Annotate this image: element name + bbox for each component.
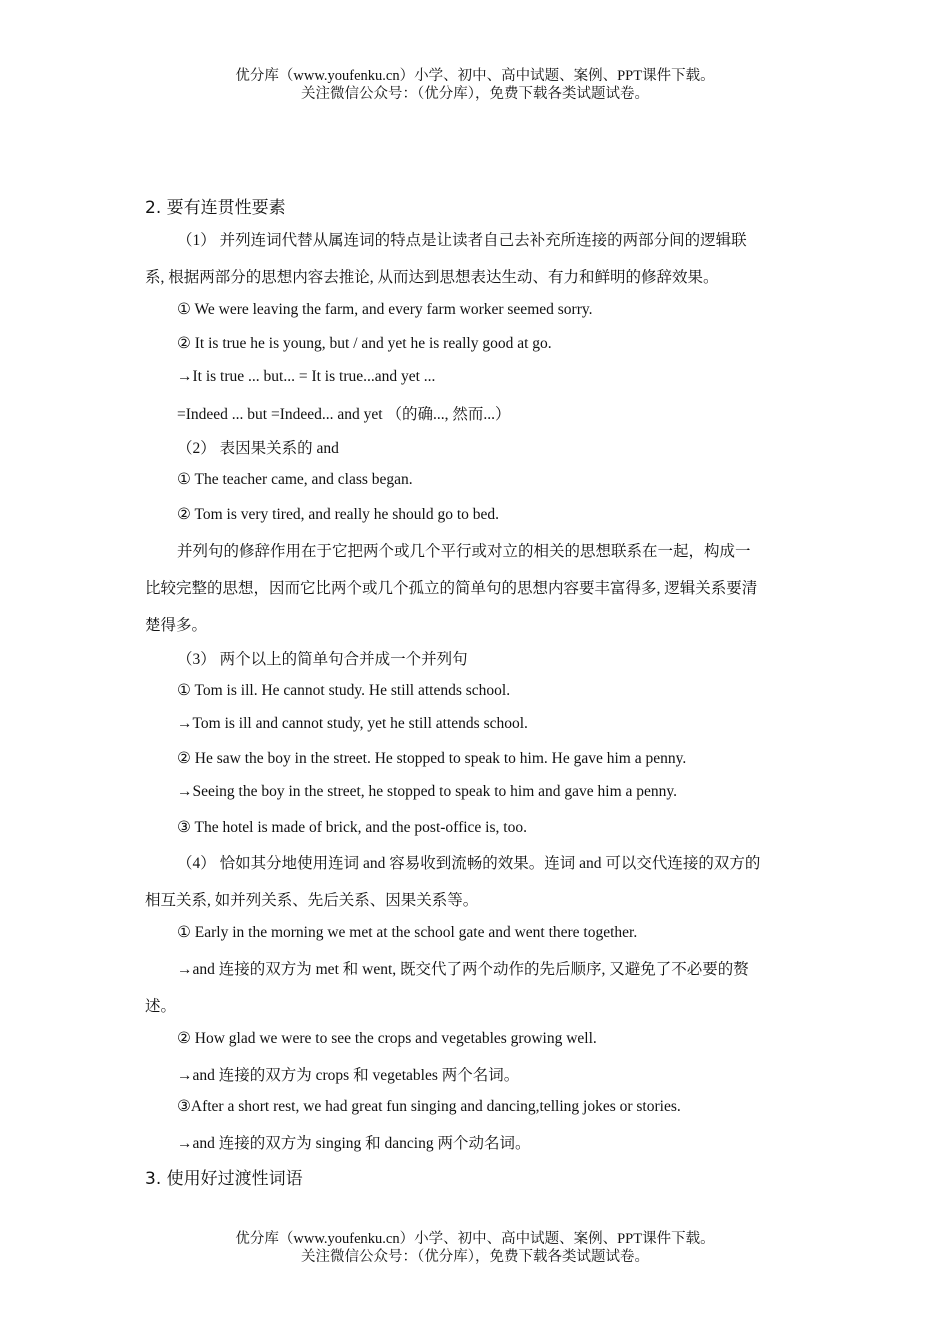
paragraph-3-line-1: 并列句的修辞作用在于它把两个或几个平行或对立的相关的思想联系在一起，构成一 <box>177 543 751 560</box>
example-line: ① Tom is ill. He cannot study. He still attends school. <box>177 682 511 699</box>
page-header <box>0 67 950 103</box>
example-line: →Seeing the boy in the street, he stopped to speak to him and gave him a penny. <box>177 783 678 800</box>
example-line: 述。 <box>145 998 177 1015</box>
example-line: →Tom is ill and cannot study, yet he still attends school. <box>177 715 528 732</box>
example-line: ③After a short rest, we had great fun singing and dancing,telling jokes or stories. <box>177 1098 681 1115</box>
example-line: ① We were leaving the farm, and every farm worker seemed sorry. <box>177 301 593 318</box>
example-line: ② How glad we were to see the crops and vegetables growing well. <box>177 1030 597 1047</box>
subheading-2: （2） 表因果关系的 and <box>177 440 339 457</box>
page-footer <box>0 1230 950 1266</box>
example-line: →and 连接的双方为 crops 和 vegetables 两个名词。 <box>177 1067 520 1084</box>
section-2-heading: 2. 要有连贯性要素 <box>145 198 286 218</box>
paragraph-3-line-2: 比较完整的思想，因而它比两个或几个孤立的简单句的思想内容要丰富得多, 逻辑关系要清 <box>145 580 758 597</box>
footer-line-1: 优分库（www.youfenku.cn）小学、初中、高中试题、案例、PPT课件下载。 <box>235 1231 715 1247</box>
example-line: ① The teacher came, and class began. <box>177 471 413 488</box>
paragraph-1-line-1: （1） 并列连词代替从属连词的特点是让读者自己去补充所连接的两部分间的逻辑联 <box>177 232 747 249</box>
header-line-2: 关注微信公众号：（优分库），免费下载各类试题试卷。 <box>301 86 649 102</box>
paragraph-3-line-3: 楚得多。 <box>145 617 208 634</box>
section-3-heading: 3. 使用好过渡性词语 <box>145 1169 303 1189</box>
example-line: ① Early in the morning we met at the school gate and went there together. <box>177 924 638 941</box>
example-line: →It is true ... but... = It is true...and yet ... <box>177 368 436 385</box>
example-line: ② Tom is very tired, and really he should go to bed. <box>177 506 500 523</box>
paragraph-5-line-2: 相互关系, 如并列关系、先后关系、因果关系等。 <box>145 892 479 909</box>
example-line: ② It is true he is young, but / and yet he is really good at go. <box>177 335 552 352</box>
example-line: →and 连接的双方为 met 和 went, 既交代了两个动作的先后顺序, 又避免了不必要的赘 <box>177 961 749 978</box>
header-line-1: 优分库（www.youfenku.cn）小学、初中、高中试题、案例、PPT课件下载。 <box>235 68 715 84</box>
example-line: →and 连接的双方为 singing 和 dancing 两个动名词。 <box>177 1135 531 1152</box>
subheading-3: （3） 两个以上的简单句合并成一个并列句 <box>177 651 468 668</box>
paragraph-5-line-1: （4） 恰如其分地使用连词 and 容易收到流畅的效果。连词 and 可以交代连接的双方的 <box>177 855 761 872</box>
paragraph-1-line-2: 系, 根据两部分的思想内容去推论, 从而达到思想表达生动、有力和鲜明的修辞效果。 <box>145 269 719 286</box>
example-line: ② He saw the boy in the street. He stopped to speak to him. He gave him a penny. <box>177 750 687 767</box>
example-line: ③ The hotel is made of brick, and the post-office is, too. <box>177 819 527 836</box>
footer-line-2: 关注微信公众号：（优分库），免费下载各类试题试卷。 <box>301 1249 649 1265</box>
example-line: =Indeed ... but =Indeed... and yet （的确..., 然而...） <box>177 406 511 423</box>
